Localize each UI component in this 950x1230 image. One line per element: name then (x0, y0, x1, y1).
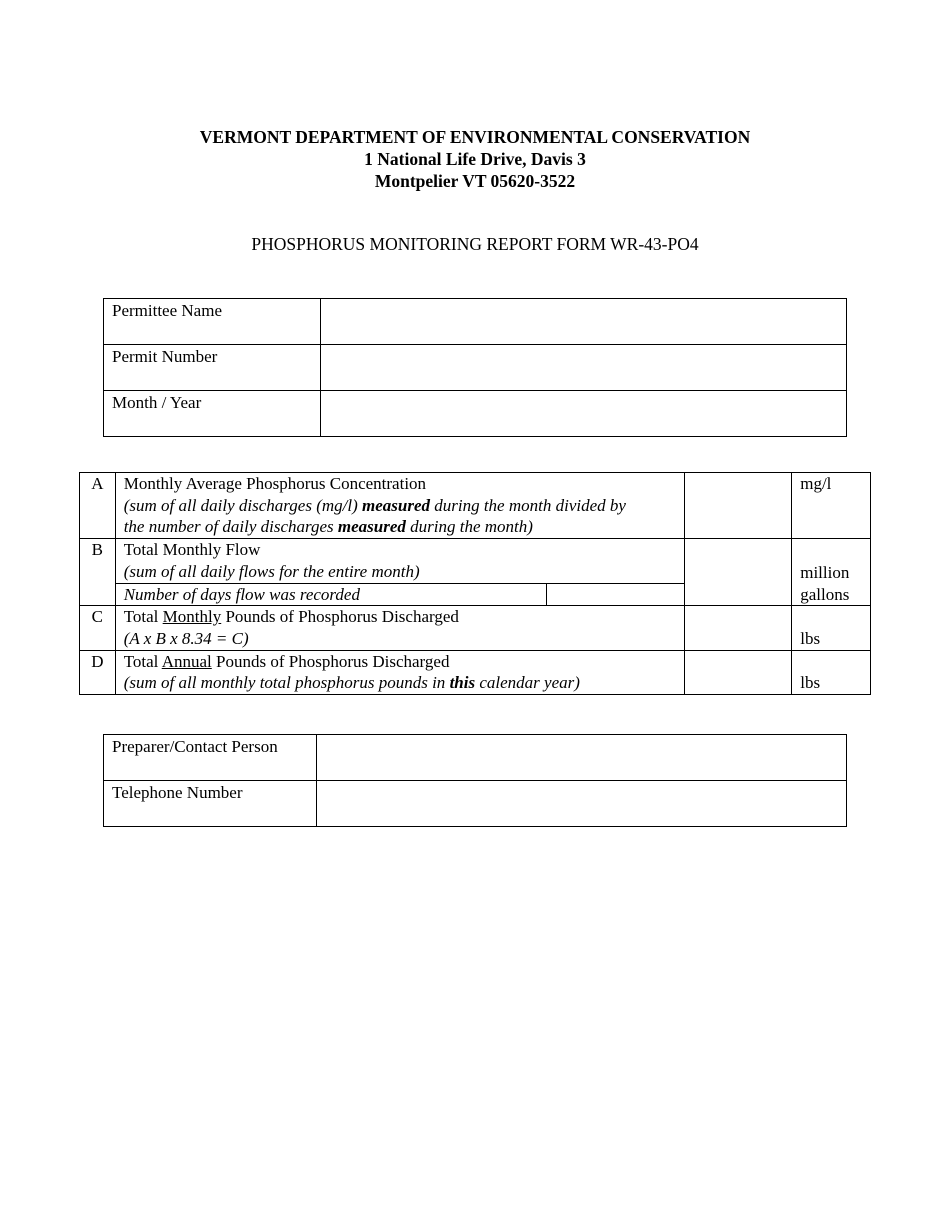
days-recorded-field[interactable] (547, 583, 685, 606)
row-d-value-field[interactable] (684, 650, 792, 694)
preparer-label: Preparer/Contact Person (104, 735, 317, 781)
row-c-description (115, 606, 684, 650)
agency-address-line2: Montpelier VT 05620-3522 (374, 171, 576, 191)
row-c-formula: (A x B x 8.34 = C) (123, 628, 249, 648)
row-c-title-text: Total (123, 607, 163, 627)
agency-header (0, 126, 950, 192)
telephone-field[interactable] (317, 781, 847, 827)
row-d-title-emphasis: Annual (161, 651, 212, 671)
row-b-unit-line1: million (800, 562, 850, 582)
preparer-field[interactable] (317, 735, 847, 781)
row-d-unit: lbs (792, 650, 871, 694)
row-a-description (115, 473, 684, 539)
row-d-letter: D (80, 650, 116, 694)
row-a-unit: mg/l (792, 473, 871, 539)
row-b-value-field[interactable] (684, 539, 792, 606)
row-b-unit (792, 539, 871, 606)
permittee-name-label: Permittee Name (104, 299, 321, 345)
month-year-label: Month / Year (104, 391, 321, 437)
row-a-note-text: during the month) (405, 517, 533, 537)
row-d-title-text: Total (123, 651, 162, 671)
table-row (80, 606, 871, 650)
row-a-letter: A (80, 473, 116, 539)
telephone-label: Telephone Number (104, 781, 317, 827)
row-c-title (124, 606, 684, 628)
table-row (80, 473, 871, 539)
row-a-title: Monthly Average Phosphorus Concentration (123, 474, 427, 493)
row-c-value-field[interactable] (684, 606, 792, 650)
form-title: PHOSPHORUS MONITORING REPORT FORM WR-43-PO4 (251, 234, 699, 254)
row-b-note: (sum of all daily flows for the entire month) (123, 561, 420, 581)
row-a-note-emphasis: measured (337, 517, 406, 537)
row-d-note-text: (sum of all monthly total phosphorus pounds in (123, 673, 450, 693)
row-c-title-text: Pounds of Phosphorus Discharged (221, 607, 459, 627)
row-b-title: Total Monthly Flow (123, 540, 261, 560)
permittee-info-table (103, 298, 847, 437)
row-a-note-emphasis: measured (362, 495, 430, 515)
table-row (104, 781, 847, 827)
permittee-name-field[interactable] (321, 299, 847, 345)
row-c-unit: lbs (792, 606, 871, 650)
row-a-note-text: during the month divided by (430, 495, 626, 515)
days-recorded-label: Number of days flow was recorded (115, 583, 546, 606)
row-d-note-text: calendar year) (475, 673, 580, 693)
row-d-title-text: Pounds of Phosphorus Discharged (211, 651, 450, 671)
row-a-note-line1 (124, 495, 684, 517)
row-a-note-line2 (124, 516, 684, 538)
row-a-note-text: (sum of all daily discharges (mg/l) (123, 495, 362, 515)
phosphorus-calculation-table (79, 472, 871, 695)
row-a-value-field[interactable] (684, 473, 792, 539)
row-b-description (115, 539, 684, 583)
row-a-note-text: the number of daily discharges (123, 517, 338, 537)
table-row (104, 345, 847, 391)
row-d-note (124, 672, 684, 694)
row-b-letter: B (80, 539, 116, 606)
row-d-description (115, 650, 684, 694)
table-row (80, 539, 871, 583)
contact-table (103, 734, 847, 827)
table-row (80, 650, 871, 694)
table-row (104, 735, 847, 781)
agency-name: VERMONT DEPARTMENT OF ENVIRONMENTAL CONSERVATION (199, 127, 751, 147)
permit-number-label: Permit Number (104, 345, 321, 391)
table-row (104, 391, 847, 437)
month-year-field[interactable] (321, 391, 847, 437)
row-c-letter: C (80, 606, 116, 650)
row-b-unit-line2: gallons (800, 584, 850, 604)
row-d-title (124, 651, 684, 673)
row-d-note-emphasis: this (449, 673, 476, 693)
row-c-title-emphasis: Monthly (162, 607, 222, 627)
table-row (104, 299, 847, 345)
permit-number-field[interactable] (321, 345, 847, 391)
agency-address-line1: 1 National Life Drive, Davis 3 (364, 149, 586, 169)
